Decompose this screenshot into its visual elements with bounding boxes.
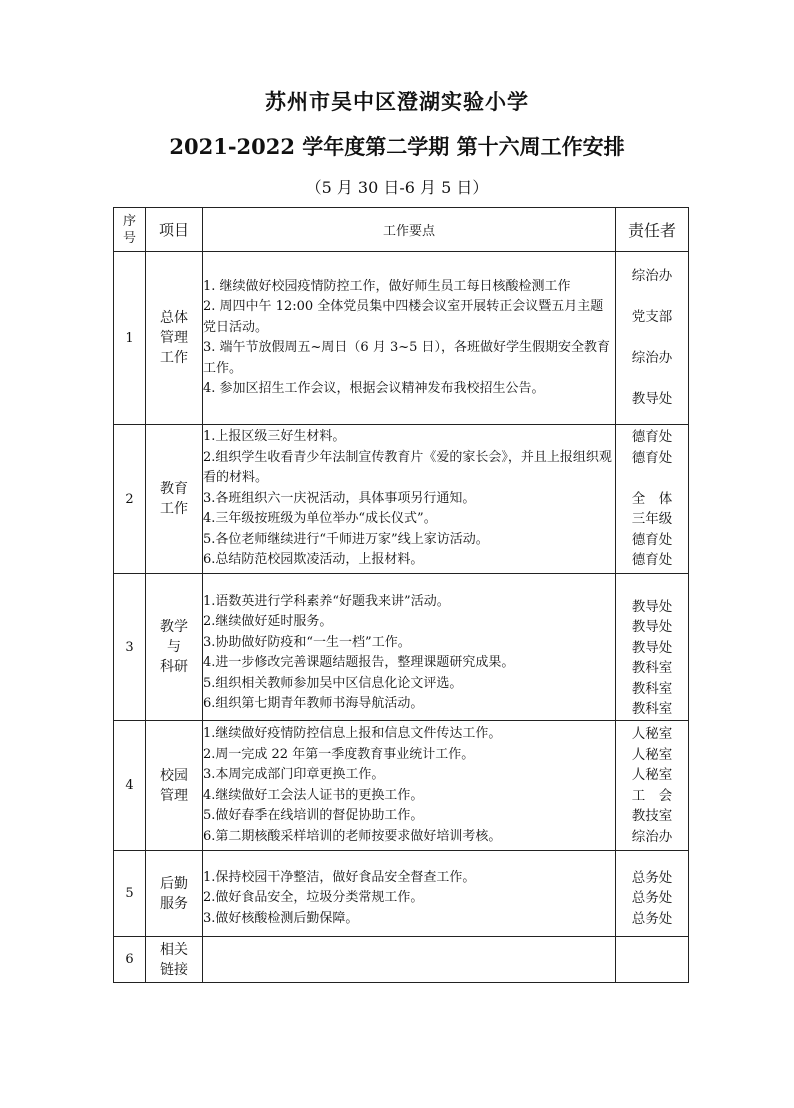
- row-seq: 2: [114, 425, 146, 574]
- category-line: 校园: [160, 767, 188, 784]
- row-tasks: [203, 252, 616, 425]
- responsible-entry: 党支部: [631, 309, 673, 326]
- task-item: 4.继续做好工会法人证书的更换工作。: [203, 787, 424, 803]
- task-item: 4.三年级按班级为单位举办“成长仪式”。: [203, 511, 437, 527]
- table-row: [114, 252, 689, 425]
- category-line: 科研: [160, 659, 188, 675]
- category-line: 工作: [160, 501, 188, 517]
- responsible-spacer: [616, 287, 688, 308]
- responsible-entry: 教技室: [631, 808, 673, 824]
- category-line: 总体: [160, 310, 188, 326]
- task-item: 6.组织第七期青年教师书海导航活动。: [203, 696, 424, 711]
- responsible-spacer: [616, 328, 688, 349]
- row-category: [146, 425, 203, 574]
- responsible-entry: 德育处: [631, 449, 673, 466]
- responsible-entry: 教导处: [631, 639, 673, 656]
- responsible-entry: 三年级: [631, 511, 673, 528]
- row-responsible: [616, 851, 689, 937]
- responsible-entry: 总务处: [631, 890, 673, 907]
- task-item: 3.本周完成部门印章更换工作。: [203, 767, 385, 782]
- responsible-entry: 教科室: [631, 680, 673, 697]
- row-category: [146, 252, 203, 425]
- responsible-entry: 教科室: [631, 701, 673, 717]
- responsible-entry: 德育处: [631, 531, 673, 548]
- row-category: [146, 937, 203, 983]
- responsible-entry: 工 会: [631, 787, 673, 804]
- responsible-entry: 总务处: [631, 869, 673, 886]
- task-item: 1.语数英进行学科素养“好题我来讲”活动。: [203, 593, 450, 609]
- task-item: 6.总结防范校园欺凌活动，上报材料。: [203, 552, 424, 568]
- table-row: [114, 937, 689, 983]
- responsible-entry: 总务处: [631, 910, 673, 927]
- header-main-points: 工作要点: [203, 208, 616, 252]
- row-responsible: [616, 721, 689, 851]
- task-item: 1.保持校园干净整洁，做好食品安全督查工作。: [203, 869, 476, 885]
- task-item: 4.进一步修改完善课题结题报告，整理课题研究成果。: [203, 655, 515, 670]
- school-name: 苏州市吴中区澄湖实验小学: [265, 89, 529, 114]
- responsible-entry: 教导处: [631, 619, 673, 635]
- task-item: 1.继续做好疫情防控信息上报和信息文件传达工作。: [203, 726, 502, 741]
- responsible-entry: 人秘室: [631, 767, 673, 783]
- responsible-entry: 德育处: [631, 552, 673, 569]
- responsible-spacer: [616, 468, 688, 489]
- category-line: 相关: [160, 941, 188, 958]
- row-category: [146, 721, 203, 851]
- task-item: 2. 周四中午 12:00 全体党员集中四楼会议室开展转正会议暨五月主题党日活动。: [203, 299, 604, 335]
- row-responsible: [616, 425, 689, 574]
- table-row: [114, 425, 689, 574]
- row-responsible: [616, 574, 689, 721]
- header-row: [114, 208, 689, 252]
- category-line: 服务: [160, 895, 188, 912]
- responsible-entry: 综治办: [631, 268, 673, 285]
- responsible-entry: 综治办: [631, 828, 673, 845]
- responsible-entry: 人秘室: [631, 746, 673, 763]
- header-seq-line2: 号: [122, 230, 136, 246]
- responsible-entry: 德育处: [631, 429, 673, 446]
- category-line: 链接: [160, 961, 188, 978]
- row-seq: 6: [114, 937, 146, 983]
- category-line: 工作: [160, 350, 188, 366]
- row-tasks: [203, 721, 616, 851]
- row-tasks: [203, 425, 616, 574]
- category-line: 与: [167, 639, 181, 655]
- responsible-entry: 教导处: [631, 598, 673, 615]
- responsible-entry: 全 体: [631, 490, 673, 507]
- row-tasks-empty: [203, 937, 616, 983]
- task-item: 4. 参加区招生工作会议，根据会议精神发布我校招生公告。: [203, 381, 545, 396]
- task-item: 3.做好核酸检测后勤保障。: [203, 910, 359, 926]
- task-item: 2.周一完成 22 年第一季度教育事业统计工作。: [203, 746, 475, 762]
- header-responsible: 责任者: [616, 208, 689, 252]
- header-item: 项目: [146, 208, 203, 252]
- row-seq: 1: [114, 252, 146, 425]
- header-seq: [114, 208, 146, 252]
- header-seq-line1: 序: [122, 213, 136, 229]
- task-item: 3.各班组织六一庆祝活动，具体事项另行通知。: [203, 490, 476, 506]
- row-responsible: [616, 252, 689, 425]
- table-row: [114, 574, 689, 721]
- category-line: 管理: [160, 787, 188, 804]
- row-seq: 4: [114, 721, 146, 851]
- responsible-entry: 综治办: [631, 350, 673, 367]
- task-item: 2.组织学生收看青少年法制宣传教育片《爱的家长会》，并且上报组织观看的材料。: [203, 449, 612, 486]
- task-item: 2.做好食品安全，垃圾分类常规工作。: [203, 890, 424, 906]
- category-line: 教学: [160, 619, 188, 635]
- row-seq: 5: [114, 851, 146, 937]
- category-line: 后勤: [160, 875, 188, 892]
- row-tasks: [203, 574, 616, 721]
- category-line: 教育: [160, 481, 188, 497]
- responsible-entry: 人秘室: [631, 726, 673, 742]
- task-item: 2.继续做好延时服务。: [203, 614, 333, 629]
- schedule-table: [113, 207, 689, 983]
- category-line: 管理: [160, 330, 188, 346]
- date-range: （5 月 30 日-6 月 5 日）: [305, 178, 489, 197]
- task-item: 3. 端午节放假周五~周日（6 月 3~5 日），各班做好学生假期安全教育工作。: [203, 340, 611, 376]
- task-item: 5.组织相关教师参加吴中区信息化论文评选。: [203, 675, 463, 691]
- row-category: [146, 574, 203, 721]
- row-seq: 3: [114, 574, 146, 721]
- table-row: [114, 851, 689, 937]
- row-tasks: [203, 851, 616, 937]
- task-item: 1. 继续做好校园疫情防控工作，做好师生员工每日核酸检测工作: [203, 278, 571, 294]
- task-item: 3.协助做好防疫和“一生一档”工作。: [203, 634, 411, 650]
- responsible-entry: 教科室: [631, 660, 673, 676]
- task-item: 5.各位老师继续进行“千师进万家”线上家访活动。: [203, 531, 489, 547]
- task-item: 1.上报区级三好生材料。: [203, 429, 346, 445]
- task-item: 6.第二期核酸采样培训的老师按要求做好培训考核。: [203, 828, 502, 844]
- schedule-title: 2021-2022 学年度第二学期 第十六周工作安排: [169, 134, 625, 159]
- responsible-spacer: [616, 369, 688, 390]
- table-row: [114, 721, 689, 851]
- task-item: 5.做好春季在线培训的督促协助工作。: [203, 808, 424, 823]
- row-category: [146, 851, 203, 937]
- row-responsible-empty: [616, 937, 689, 983]
- responsible-entry: 教导处: [631, 391, 673, 408]
